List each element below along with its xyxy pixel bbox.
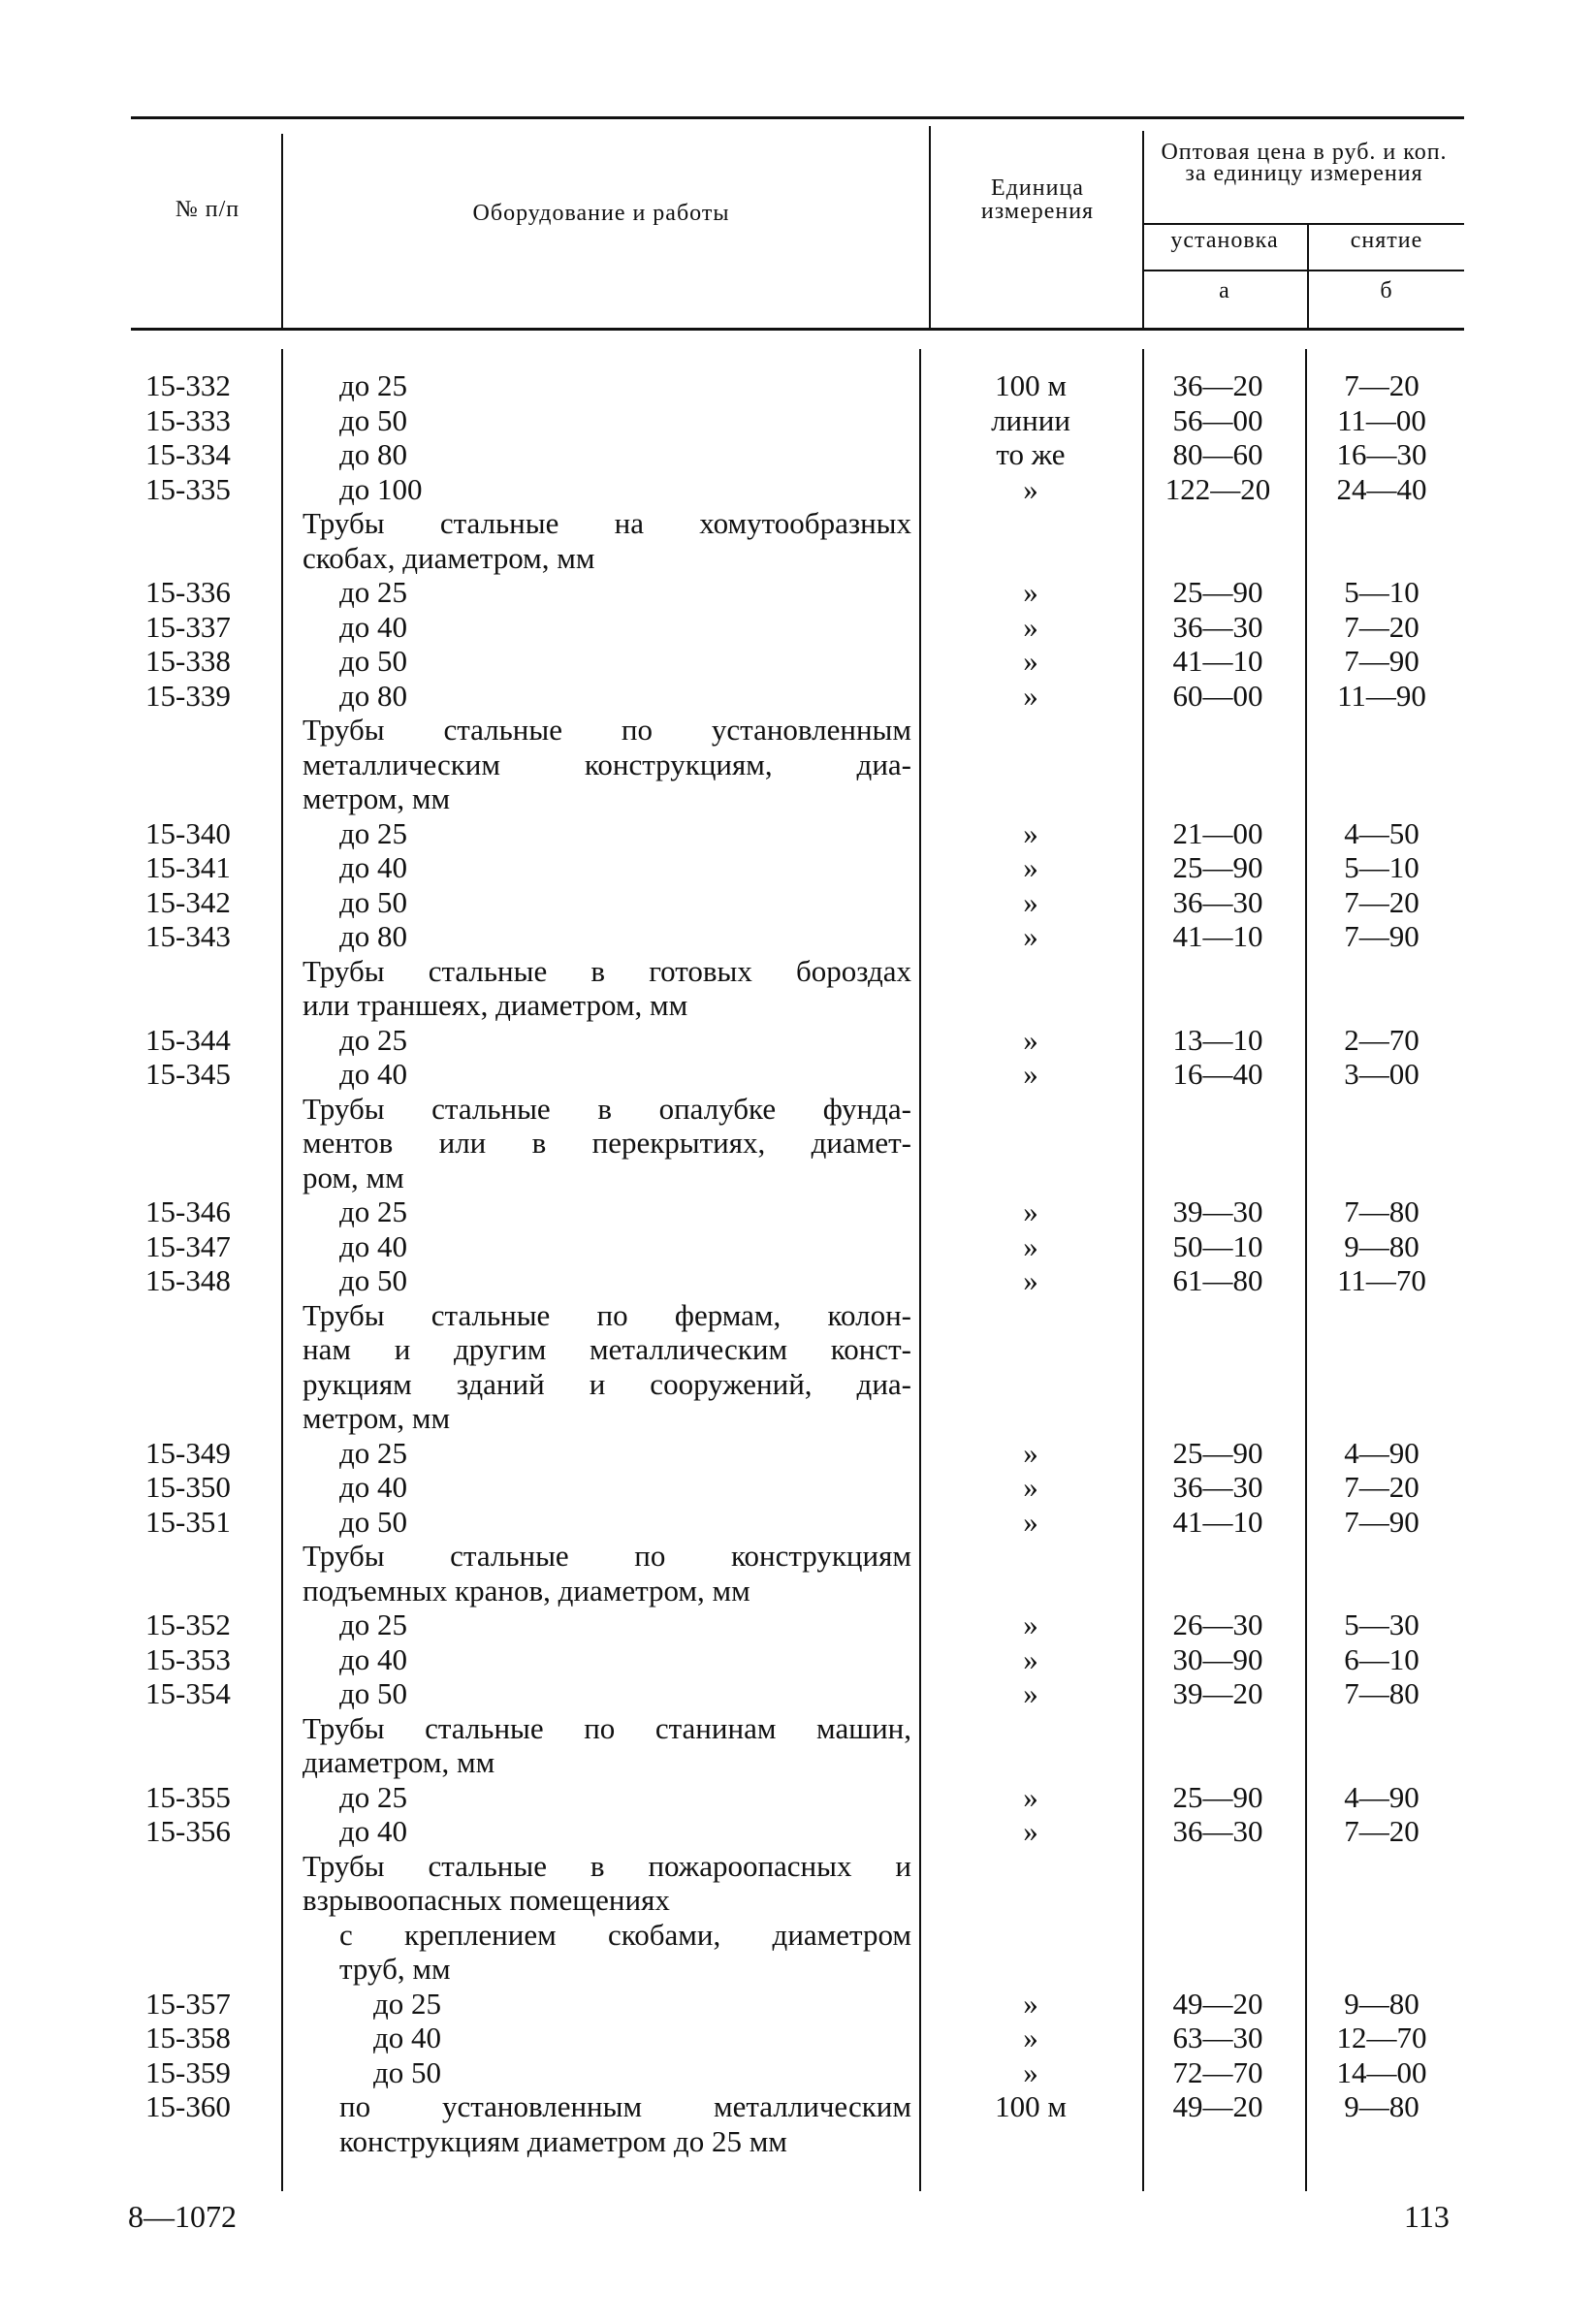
row-number: 15-336 (145, 575, 231, 609)
header-remove: снятие (1350, 228, 1423, 253)
row-number: 15-346 (145, 1194, 231, 1228)
row-description: до 40 (339, 1641, 408, 1676)
row-price-install: 26—30 (1172, 1608, 1263, 1641)
row-unit: » (1023, 1986, 1038, 2021)
table-row (0, 1745, 1595, 1780)
table-row (0, 1367, 1595, 1402)
row-price-remove: 7—80 (1344, 1676, 1420, 1710)
row-description: Трубы стальные на хомутообразных (303, 506, 911, 540)
row-unit: » (1023, 884, 1038, 919)
row-price-remove: 11—00 (1337, 402, 1426, 437)
row-description: с креплением скобами, диаметром (339, 1917, 911, 1952)
row-price-install: 56—00 (1172, 402, 1263, 437)
row-price-install: 49—20 (1172, 1986, 1263, 2021)
row-unit: » (1023, 1470, 1038, 1504)
row-number: 15-351 (145, 1504, 231, 1539)
letters-rule (1142, 270, 1464, 271)
table-row (0, 1229, 1595, 1264)
row-description: до 50 (339, 1504, 408, 1539)
row-description: рукциям зданий и сооружений, диа- (303, 1366, 911, 1401)
row-description: до 100 (339, 471, 423, 506)
table-row (0, 1987, 1595, 2022)
row-price-install: 25—90 (1172, 850, 1263, 884)
row-number: 15-358 (145, 2021, 231, 2054)
header-a: а (1219, 278, 1230, 303)
table-row (0, 1676, 1595, 1711)
row-price-install: 39—20 (1172, 1676, 1263, 1710)
header-vline-1 (281, 134, 283, 328)
row-price-install: 41—10 (1172, 644, 1263, 678)
row-unit: » (1023, 1263, 1038, 1297)
row-description: Трубы стальные в готовых бороздах (303, 953, 911, 988)
row-description: до 80 (339, 919, 408, 953)
row-number: 15-360 (145, 2089, 231, 2123)
row-price-install: 30—90 (1172, 1641, 1263, 1676)
row-price-install: 41—10 (1172, 1504, 1263, 1539)
row-price-remove: 16—30 (1336, 437, 1427, 471)
row-unit: » (1023, 1814, 1038, 1848)
row-unit: » (1023, 850, 1038, 884)
header-bottom-rule (131, 328, 1464, 331)
row-description: до 40 (373, 2021, 442, 2054)
table-row (0, 1608, 1595, 1642)
row-price-remove: 7—20 (1344, 1470, 1420, 1504)
row-unit: » (1023, 1194, 1038, 1228)
row-price-install: 39—30 (1172, 1194, 1263, 1228)
table-row (0, 1092, 1595, 1127)
table-row (0, 1470, 1595, 1505)
table-row (0, 1332, 1595, 1367)
table-row (0, 850, 1595, 885)
row-price-install: 61—80 (1172, 1263, 1263, 1297)
row-description: скобах, диаметром, мм (303, 540, 595, 575)
row-price-remove: 2—70 (1344, 1022, 1420, 1057)
row-price-remove: 7—20 (1344, 1814, 1420, 1848)
row-description: до 50 (339, 1676, 408, 1710)
row-description: до 40 (339, 1470, 408, 1504)
row-unit: » (1023, 575, 1038, 609)
row-description: труб, мм (339, 1952, 451, 1986)
row-price-install: 21—00 (1172, 815, 1263, 850)
row-price-remove: 7—20 (1344, 609, 1420, 644)
row-description: Трубы стальные по фермам, колон- (303, 1297, 911, 1332)
row-unit: » (1023, 2054, 1038, 2089)
row-price-remove: 5—10 (1344, 575, 1420, 609)
row-price-remove: 7—20 (1344, 368, 1420, 402)
row-price-install: 50—10 (1172, 1228, 1263, 1263)
row-price-install: 25—90 (1172, 1779, 1263, 1814)
row-price-remove: 4—50 (1344, 815, 1420, 850)
header-price: Оптовая цена в руб. и коп. за единицу измерения (1161, 140, 1448, 186)
row-unit: » (1023, 1228, 1038, 1263)
row-description: до 50 (339, 644, 408, 678)
row-price-remove: 14—00 (1336, 2054, 1427, 2089)
table-row (0, 1057, 1595, 1092)
row-unit: » (1023, 1676, 1038, 1710)
row-description: Трубы стальные по конструкциям (303, 1539, 911, 1573)
header-install: установка (1170, 228, 1279, 253)
table-row (0, 1194, 1595, 1229)
table-row (0, 1642, 1595, 1677)
row-unit: » (1023, 1779, 1038, 1814)
row-description: до 40 (339, 1228, 408, 1263)
row-price-remove: 7—90 (1344, 919, 1420, 953)
header-vline-2 (929, 126, 931, 328)
row-unit: » (1023, 2021, 1038, 2054)
table-body (0, 368, 1595, 2158)
row-price-remove: 4—90 (1344, 1435, 1420, 1470)
header-no: № п/п (175, 197, 240, 222)
row-description: конструкциям диаметром до 25 мм (339, 2123, 787, 2158)
row-number: 15-334 (145, 437, 231, 471)
row-unit: » (1023, 1022, 1038, 1057)
row-description: до 25 (339, 1022, 408, 1057)
row-price-install: 25—90 (1172, 575, 1263, 609)
row-price-remove: 6—10 (1344, 1641, 1420, 1676)
row-description: до 25 (339, 575, 408, 609)
table-row (0, 575, 1595, 610)
table-row (0, 1952, 1595, 1987)
row-unit: » (1023, 1608, 1038, 1641)
row-description: до 40 (339, 850, 408, 884)
row-unit: 100 м (995, 2089, 1067, 2123)
row-price-remove: 12—70 (1336, 2021, 1427, 2054)
row-unit: » (1023, 1057, 1038, 1091)
table-row (0, 1126, 1595, 1161)
row-price-install: 36—30 (1172, 1814, 1263, 1848)
row-number: 15-335 (145, 471, 231, 506)
row-description: метром, мм (303, 781, 451, 815)
table-row (0, 644, 1595, 679)
row-description: до 25 (339, 815, 408, 850)
row-price-remove: 7—90 (1344, 644, 1420, 678)
row-number: 15-344 (145, 1022, 231, 1057)
table-row (0, 988, 1595, 1023)
row-unit: линии (991, 402, 1070, 437)
row-number: 15-353 (145, 1641, 231, 1676)
table-row (0, 781, 1595, 816)
row-unit: 100 м (995, 368, 1067, 402)
row-description: Трубы стальные по станинам машин, (303, 1710, 911, 1745)
row-description: до 50 (339, 884, 408, 919)
row-description: до 80 (339, 678, 408, 713)
row-number: 15-347 (145, 1228, 231, 1263)
row-price-install: 80—60 (1172, 437, 1263, 471)
row-description: метром, мм (303, 1401, 451, 1435)
row-price-remove: 5—30 (1344, 1608, 1420, 1641)
row-price-remove: 9—80 (1344, 1228, 1420, 1263)
row-description: взрывоопасных помещениях (303, 1883, 670, 1917)
row-price-remove: 9—80 (1344, 2089, 1420, 2123)
row-description: ментов или в перекрытиях, диамет- (303, 1126, 911, 1160)
row-price-install: 60—00 (1172, 678, 1263, 713)
header-b: б (1380, 278, 1393, 303)
row-price-install: 13—10 (1172, 1022, 1263, 1057)
row-price-remove: 7—80 (1344, 1194, 1420, 1228)
table-row (0, 610, 1595, 645)
table-row (0, 1918, 1595, 1953)
row-number: 15-333 (145, 402, 231, 437)
table-row (0, 1436, 1595, 1471)
row-price-install: 122—20 (1164, 471, 1271, 506)
row-number: 15-350 (145, 1470, 231, 1504)
row-unit: » (1023, 471, 1038, 506)
row-price-install: 36—30 (1172, 1470, 1263, 1504)
table-row (0, 541, 1595, 576)
row-price-remove: 4—90 (1344, 1779, 1420, 1814)
table-row (0, 1505, 1595, 1540)
table-row (0, 472, 1595, 507)
row-number: 15-345 (145, 1057, 231, 1091)
table-row (0, 1161, 1595, 1195)
price-subheader-rule (1142, 223, 1464, 225)
table-row (0, 403, 1595, 438)
row-number: 15-342 (145, 884, 231, 919)
row-price-remove: 7—20 (1344, 884, 1420, 919)
table-row (0, 1263, 1595, 1298)
row-description: до 40 (339, 1814, 408, 1848)
table-row (0, 2055, 1595, 2090)
row-description: до 40 (339, 1057, 408, 1091)
row-number: 15-355 (145, 1779, 231, 1814)
table-row (0, 816, 1595, 851)
row-price-remove: 11—90 (1337, 678, 1426, 713)
row-number: 15-340 (145, 815, 231, 850)
row-number: 15-354 (145, 1676, 231, 1710)
row-number: 15-343 (145, 919, 231, 953)
row-description: нам и другим металлическим конст- (303, 1332, 911, 1366)
table-row (0, 885, 1595, 920)
table-row (0, 506, 1595, 541)
row-description: Трубы стальные в опалубке фунда- (303, 1091, 911, 1126)
table-row (0, 748, 1595, 782)
row-number: 15-352 (145, 1608, 231, 1641)
row-description: подъемных кранов, диаметром, мм (303, 1573, 750, 1608)
row-description: до 40 (339, 609, 408, 644)
table-row (0, 1883, 1595, 1918)
row-number: 15-359 (145, 2054, 231, 2089)
row-description: до 25 (339, 1194, 408, 1228)
row-description: до 50 (339, 1263, 408, 1297)
row-number: 15-339 (145, 678, 231, 713)
row-description: до 25 (339, 1608, 408, 1641)
row-price-remove: 11—70 (1337, 1263, 1426, 1297)
row-unit: » (1023, 609, 1038, 644)
row-price-install: 41—10 (1172, 919, 1263, 953)
table-row (0, 1574, 1595, 1608)
table-row (0, 1023, 1595, 1058)
row-unit: » (1023, 815, 1038, 850)
row-number: 15-357 (145, 1986, 231, 2021)
row-description: до 25 (339, 368, 408, 402)
table-row (0, 919, 1595, 954)
row-unit: » (1023, 1435, 1038, 1470)
row-unit: » (1023, 644, 1038, 678)
table-row (0, 1539, 1595, 1574)
row-description: до 50 (339, 402, 408, 437)
table-row (0, 1401, 1595, 1436)
table-row (0, 1780, 1595, 1815)
row-description: до 50 (373, 2054, 442, 2089)
table-row (0, 368, 1595, 403)
row-unit: » (1023, 678, 1038, 713)
table-row (0, 713, 1595, 748)
row-price-remove: 9—80 (1344, 1986, 1420, 2021)
row-number: 15-348 (145, 1263, 231, 1297)
table-row (0, 2089, 1595, 2124)
table-row (0, 954, 1595, 989)
page-number: 113 (1404, 2199, 1450, 2234)
row-price-install: 72—70 (1172, 2054, 1263, 2089)
row-unit: то же (996, 437, 1066, 471)
row-number: 15-356 (145, 1814, 231, 1848)
table-row (0, 2021, 1595, 2055)
row-price-install: 36—30 (1172, 884, 1263, 919)
row-description: Трубы стальные в пожароопасных и (303, 1848, 911, 1883)
row-number: 15-337 (145, 609, 231, 644)
row-description: Трубы стальные по установленным (303, 713, 911, 747)
row-description: до 25 (373, 1986, 442, 2021)
row-description: ром, мм (303, 1160, 404, 1194)
row-price-install: 36—30 (1172, 609, 1263, 644)
table-row (0, 679, 1595, 714)
row-description: по установленным металлическим (339, 2089, 911, 2123)
row-description: до 25 (339, 1435, 408, 1470)
row-unit: » (1023, 919, 1038, 953)
table-row (0, 1814, 1595, 1849)
row-number: 15-341 (145, 850, 231, 884)
row-description: диаметром, мм (303, 1745, 495, 1779)
row-unit: » (1023, 1504, 1038, 1539)
row-price-remove: 5—10 (1344, 850, 1420, 884)
row-price-install: 49—20 (1172, 2089, 1263, 2123)
row-price-remove: 3—00 (1344, 1057, 1420, 1091)
row-price-install: 63—30 (1172, 2021, 1263, 2054)
row-unit: » (1023, 1641, 1038, 1676)
footer-sheet-mark: 8—1072 (128, 2199, 237, 2234)
row-price-install: 16—40 (1172, 1057, 1263, 1091)
header-top-rule (131, 116, 1464, 119)
table-row (0, 1298, 1595, 1333)
row-price-install: 36—20 (1172, 368, 1263, 402)
header-unit: Единица измерения (980, 175, 1095, 224)
header-work: Оборудование и работы (472, 201, 730, 226)
table-row (0, 2124, 1595, 2159)
row-price-install: 25—90 (1172, 1435, 1263, 1470)
row-description: металлическим конструкциям, диа- (303, 747, 911, 781)
row-number: 15-349 (145, 1435, 231, 1470)
row-description: или траншеях, диаметром, мм (303, 988, 688, 1022)
row-description: до 80 (339, 437, 408, 471)
table-row (0, 1711, 1595, 1746)
table-row (0, 437, 1595, 472)
row-number: 15-338 (145, 644, 231, 678)
row-price-remove: 24—40 (1336, 471, 1427, 506)
row-number: 15-332 (145, 368, 231, 402)
table-row (0, 1849, 1595, 1884)
row-description: до 25 (339, 1779, 408, 1814)
row-price-remove: 7—90 (1344, 1504, 1420, 1539)
